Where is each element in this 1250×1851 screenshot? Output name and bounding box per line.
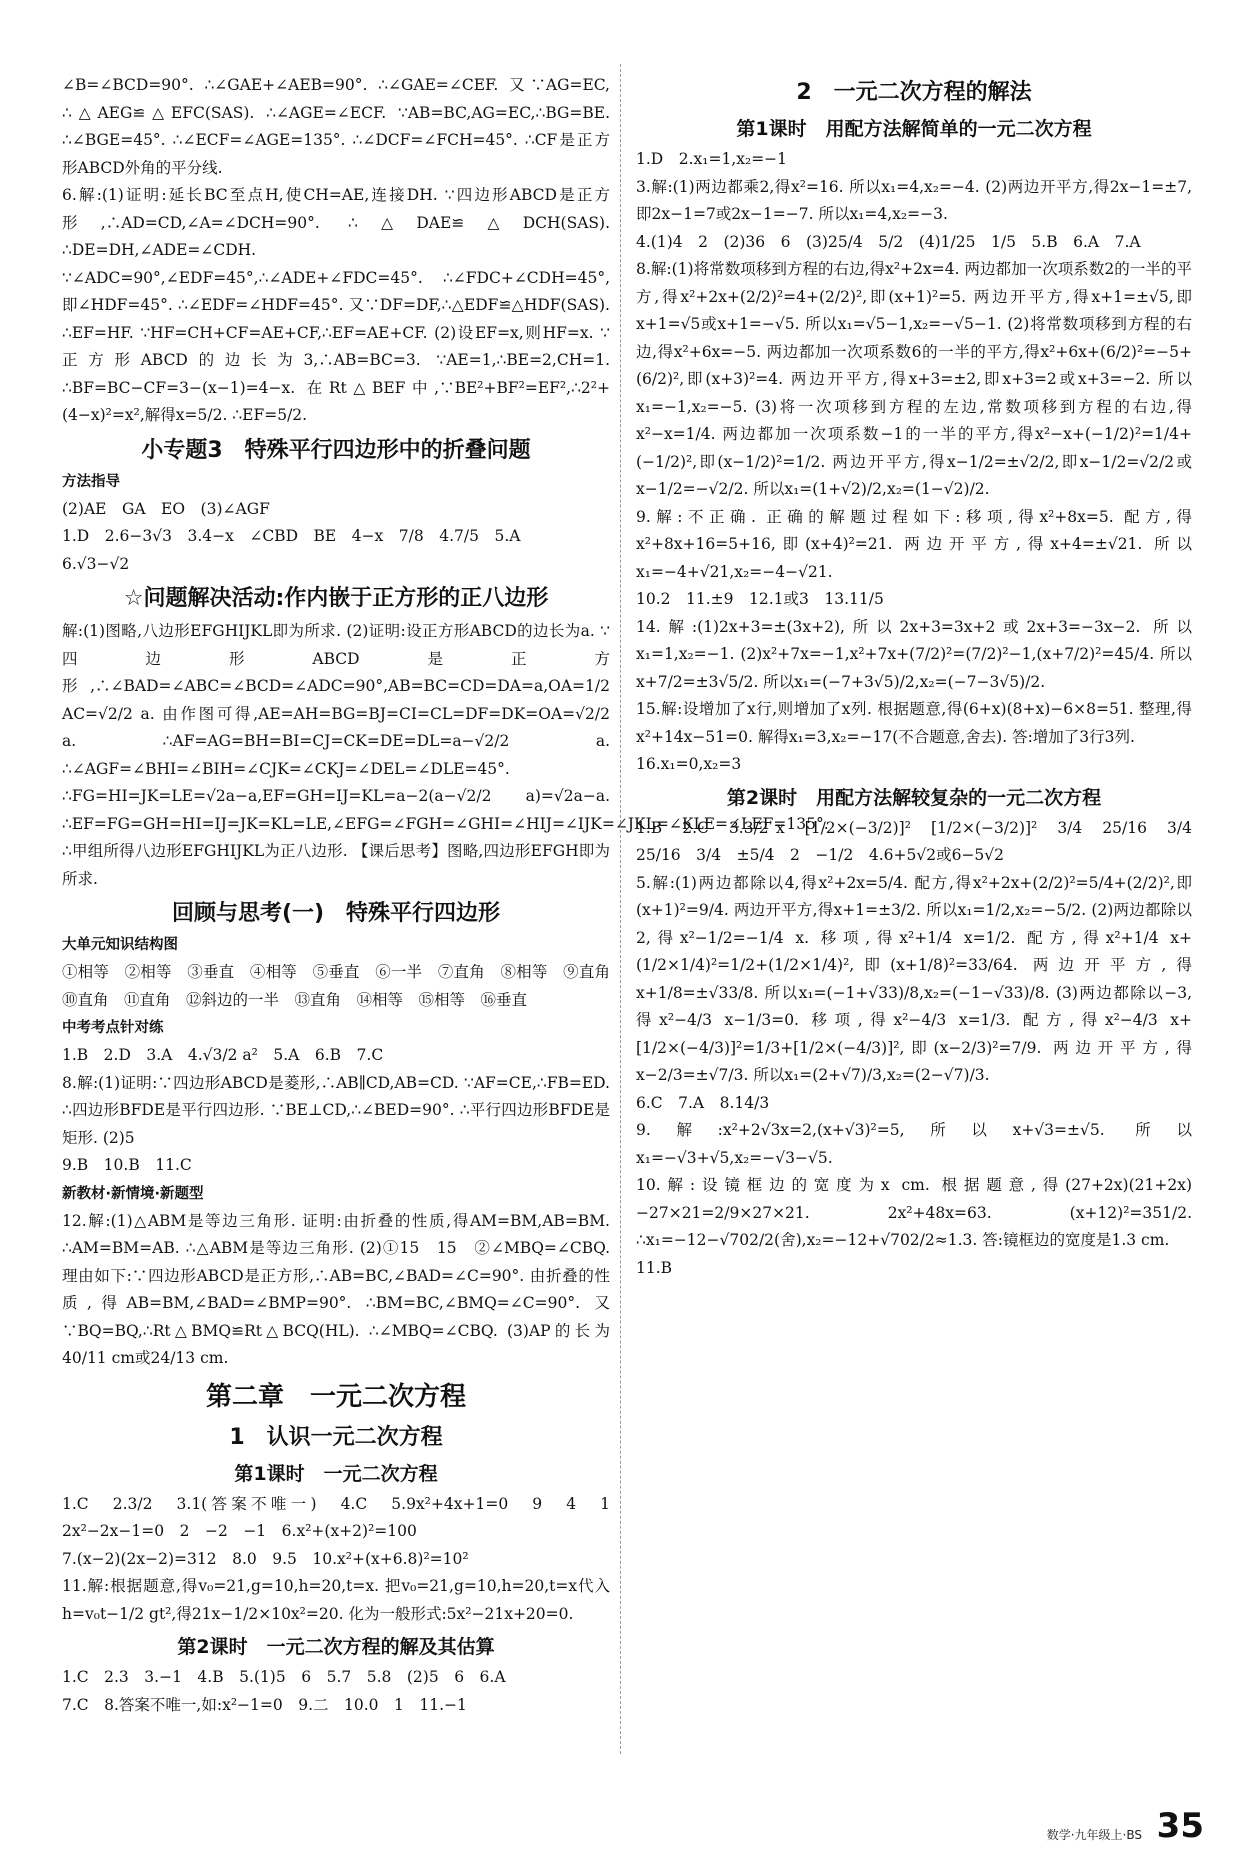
lesson-title: 第2课时 用配方法解较复杂的一元二次方程 [726,786,1102,809]
answer-text: 1.D 2.x₁=1,x₂=−1 [636,150,788,168]
answer-text: 1.D 2.6−3√3 3.4−x ∠CBD BE 4−x 7/8 4.7/5 5.A [62,527,521,545]
answer-text: 12.解:(1)△ABM是等边三角形. 证明:由折叠的性质,得AM=BM,AB=BM. ∴AM=BM=AB. ∴△ABM是等边三角形. (2)①15 15 ②∠MBQ=∠CBQ. 理由如下:∵四边形ABCD是正方形,∴AB=BC,∠BAD=∠C=90°. 由折叠的性质,得AB=BM,∠BAD=∠BMP=90°. ∴BM=BC,∠BMQ=∠C=90°. 又∵BQ=BQ,∴Rt△BMQ≌Rt△BCQ(HL). ∴∠MBQ=∠CBQ. (3)AP的长为40/11 cm或24/13 cm. [62,1211,610,1367]
answer-text: 9.解:不正确. 正确的解题过程如下:移项,得x²+8x=5. 配方,得x²+8x+16=5+16,即(x+4)²=21. 两边开平方,得x+4=±√21. 所以x₁=−4+√21,x₂=−4−√21. [636,507,1192,581]
answer-text: ∠B=∠BCD=90°. ∴∠GAE+∠AEB=90°. ∴∠GAE=∠CEF. 又∵AG=EC, ∴△AEG≌△EFC(SAS). ∴∠AGE=∠ECF. ∵AB=BC,AG=EC,∴BG=BE. ∴∠BGE=45°. ∴∠ECF=∠AGE=135°. ∴∠DCF=∠FCH=45°. ∴CF是正方形ABCD外角的平分线. [62,76,610,177]
answer-text: 11.解:根据题意,得v₀=21,g=10,h=20,t=x. 把v₀=21,g=10,h=20,t=x代入h=v₀t−1/2 gt²,得21x−1/2×10x²=20. 化为一般形式:5x²−21x+20=0. [62,1577,610,1623]
section-title: 回顾与思考(一) 特殊平行四边形 [171,901,501,926]
answer-text: 10.解:设镜框边的宽度为x cm. 根据题意,得(27+2x)(21+2x)−27×21=2/9×27×21. 2x²+48x=63. (x+12)²=351/2. ∴x₁=−12−√702/2(舍),x₂=−12+√702/2≈1.3. 答:镜框边的宽度是1.3 cm. [636,1176,1192,1249]
footer-subject: 数学·九年级上·BS [1046,1828,1142,1842]
lesson-title: 第1课时 用配方法解简单的一元二次方程 [736,118,1092,140]
section-title: 1 认识一元二次方程 [229,1424,443,1450]
chapter-title: 第二章 一元二次方程 [205,1381,466,1412]
column-divider [620,64,621,1754]
answer-text: 3.解:(1)两边都乘2,得x²=16. 所以x₁=4,x₂=−4. (2)两边开平方,得2x−1=±7,即2x−1=7或2x−1=−7. 所以x₁=4,x₂=−3. [636,177,1192,223]
answer-text: 8.解:(1)证明:∵四边形ABCD是菱形,∴AB∥CD,AB=CD. ∵AF=CE,∴FB=ED. ∴四边形BFDE是平行四边形. ∵BE⊥CD,∴∠BED=90°. ∴平行四边形BFDE是矩形. (2)5 [62,1073,610,1147]
answer-text: 1.C 2.3/2 3.1(答案不唯一) 4.C 5.9x²+4x+1=0 9 4 1 2x²−2x−1=0 2 −2 −1 6.x²+(x+2)²=100 [62,1494,626,1540]
subsection-label: 新教材·新情境·新题型 [62,1185,204,1202]
answer-text: 1.B 2.D 3.A 4.√3/2 a² 5.A 6.B 7.C [62,1046,384,1064]
answer-text: 14.解:(1)2x+3=±(3x+2),所以2x+3=3x+2或2x+3=−3x−2. 所以x₁=1,x₂=−1. (2)x²+7x=−1,x²+7x+(7/2)²=(7/2)²−1,(x+7/2)²=45/4. 所以x+7/2=±3√5/2. 所以x₁=(−7+3√5)/2,x₂=(−7−3√5)/2. [636,617,1192,691]
answer-text: 6.C 7.A 8.14/3 [636,1093,770,1112]
lesson-title: 第1课时 一元二次方程 [234,1462,438,1485]
page-number: 35 [1156,1806,1204,1846]
answer-text: ①相等 ②相等 ③垂直 ④相等 ⑤垂直 ⑥一半 ⑦直角 ⑧相等 ⑨直角 ⑩直角 ⑪直角 ⑫斜边的一半 ⑬直角 ⑭相等 ⑮相等 ⑯垂直 [62,963,626,1009]
answer-text: 1.B 2.C 3.3/2 x [1/2×(−3/2)]² [1/2×(−3/2)]² 3/4 25/16 3/4 25/16 3/4 ±5/4 2 −1/2 4.6+5√2或6−5√2 [636,818,1208,864]
answer-text: 6.√3−√2 [62,554,130,573]
answer-text: 4.(1)4 2 (2)36 6 (3)25/4 5/2 (4)1/25 1/5 5.B 6.A 7.A [636,232,1141,251]
subsection-label: 大单元知识结构图 [62,937,178,953]
answer-text: 10.2 11.±9 12.1或3 13.11/5 [636,590,884,608]
answer-text: 1.C 2.3 3.−1 4.B 5.(1)5 6 5.7 5.8 (2)5 6 6.A [62,1668,506,1686]
answer-text: 7.C 8.答案不唯一,如:x²−1=0 9.二 10.0 1 11.−1 [62,1695,467,1714]
answer-text: 9.解:x²+2√3x=2,(x+√3)²=5,所以x+√3=±√5. 所以x₁=−√3+√5,x₂=−√3−√5. [636,1121,1192,1167]
subsection-label: 中考考点针对练 [62,1020,164,1036]
right-column [636,72,1208,1282]
answer-text: 16.x₁=0,x₂=3 [636,755,742,773]
answer-text: 7.(x−2)(2x−2)=312 8.0 9.5 10.x²+(x+6.8)²=10² [62,1549,469,1568]
answer-text: 8.解:(1)将常数项移到方程的右边,得x²+2x=4. 两边都加一次项系数2的一半的平方,得x²+2x+(2/2)²=4+(2/2)²,即(x+1)²=5. 两边开平方,得x+1=±√5,即x+1=√5或x+1=−√5. 所以x₁=√5−1,x₂=−√5−1. (2)将常数项移到方程的右边,得x²+6x=−5. 两边都加一次项系数6的一半的平方,得x²+6x+(6/2)²=−5+(6/2)²,即(x+3)²=4. 两边开平方,得x+3=±2,即x+3=2或x+3=−2. 所以x₁=−1,x₂=−5. (3)将一次项移到方程的左边,常数项移到方程的右边,得x²−x=1/4. 两边都加一次项系数−1的一半的平方,得x²−x+(−1/2)²=1/4+(−1/2)²,即(x−1/2)²=1/2. 两边开平方,得x−1/2=±√2/2,即x−1/2=√2/2或x−1/2=−√2/2. 所以x₁=(1+√2)/2,x₂=(1−√2)/2. [636,260,1192,498]
section-title: 2 一元二次方程的解法 [796,80,1032,105]
subsection-label: 方法指导 [62,473,120,490]
answer-text: 15.解:设增加了x行,则增加了x列. 根据题意,得(6+x)(8+x)−6×8=51. 整理,得x²+14x−51=0. 解得x₁=3,x₂=−17(不合题意,舍去). 答:增加了3行3列. [636,700,1192,746]
section-title: 小专题3 特殊平行四边形中的折叠问题 [141,437,531,463]
answer-text: (2)AE GA EO (3)∠AGF [62,499,270,518]
answer-text: 6.解:(1)证明:延长BC至点H,使CH=AE,连接DH. ∵四边形ABCD是正方形,∴AD=CD,∠A=∠DCH=90°. ∴△DAE≌△DCH(SAS). ∴DE=DH,∠ADE=∠CDH. ∵∠ADC=90°,∠EDF=45°,∴∠ADE+∠FDC=45°. ∴∠FDC+∠CDH=45°,即∠HDF=45°. ∴∠EDF=∠HDF=45°. 又∵DF=DF,∴△EDF≌△HDF(SAS). ∴EF=HF. ∵HF=CH+CF=AE+CF,∴EF=AE+CF. (2)设EF=x,则HF=x. ∵正方形ABCD的边长为3,∴AB=BC=3. ∵AE=1,∴BE=2,CH=1. ∴BF=BC−CF=3−(x−1)=4−x. 在Rt△BEF中,∵BE²+BF²=EF²,∴2²+(4−x)²=x²,解得x=5/2. ∴EF=5/2. [62,186,610,424]
answer-text: 解:(1)图略,八边形EFGHIJKL即为所求. (2)证明:设正方形ABCD的边长为a. ∵四边形ABCD是正方形,∴∠BAD=∠ABC=∠BCD=∠ADC=90°,AB=BC=CD=DA=a,OA=1/2 AC=√2/2 a. 由作图可得,AE=AH=BG=BJ=CI=CL=DF=DK=OA=√2/2 a. ∴AF=AG=BH=BI=CJ=CK=DE=DL=a−√2/2 a. ∴∠AGF=∠BHI=∠BIH=∠CJK=∠CKJ=∠DEL=∠DLE=45°. ∴FG=HI=JK=LE=√2a−a,EF=GH=IJ=KL=a−2(a−√2/2 a)=√2a−a. ∴EF=FG=GH=HI=IJ=JK=KL=LE,∠EFG=∠FGH=∠GHI=∠HIJ=∠IJK=∠JKL=∠KLE=∠LEF=135°. ∴甲组所得八边形EFGHIJKL为正八边形. 【课后思考】图略,四边形EFGH即为所求. [62,622,829,888]
lesson-title: 第2课时 一元二次方程的解及其估算 [177,1636,495,1658]
answer-text: 11.B [636,1258,673,1277]
section-title: ☆问题解决活动:作内嵌于正方形的正八边形 [123,586,549,611]
answer-text: 9.B 10.B 11.C [62,1156,192,1174]
answer-text: 5.解:(1)两边都除以4,得x²+2x=5/4. 配方,得x²+2x+(2/2)²=5/4+(2/2)²,即(x+1)²=9/4. 两边开平方,得x+1=±3/2. 所以x₁=1/2,x₂=−5/2. (2)两边都除以2,得x²−1/2=−1/4 x. 移项,得x²+1/4 x=1/2. 配方,得x²+1/4 x+(1/2×1/4)²=1/2+(1/2×1/4)²,即(x+1/8)²=33/64. 两边开平方,得x+1/8=±√33/8. 所以x₁=(−1+√33)/8,x₂=(−1−√33)/8. (3)两边都除以−3,得x²−4/3 x−1/3=0. 移项,得x²−4/3 x=1/3. 配方,得x²−4/3 x+[1/2×(−4/3)]²=1/3+[1/2×(−4/3)]²,即(x−2/3)²=7/9. 两边开平方,得x−2/3=±√7/3. 所以x₁=(2+√7)/3,x₂=(2−√7)/3. [636,873,1192,1084]
